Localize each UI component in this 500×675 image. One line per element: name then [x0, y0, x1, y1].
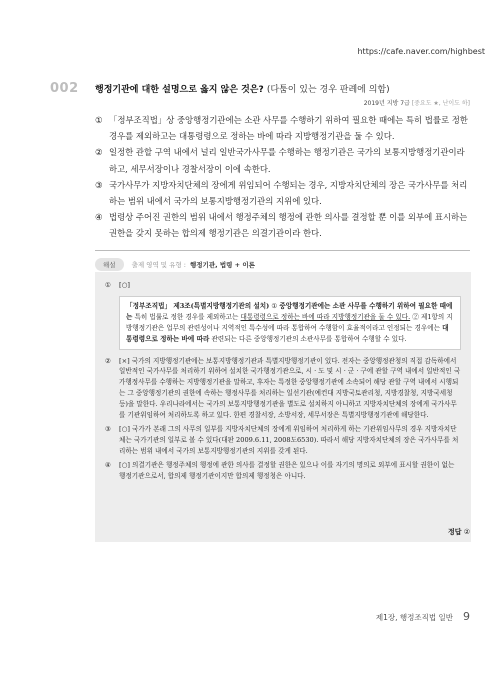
question-text: 행정기관에 대한 설명으로 옳지 않은 것은?: [95, 85, 264, 95]
page-footer: [376, 610, 470, 623]
exam-source: 2019년 지방 7급: [363, 100, 410, 107]
question-title: [95, 82, 475, 95]
law-name: 「정부조직법」 제3조(특별지방행정기관의 설치): [126, 301, 270, 310]
explanation-item-4: [105, 460, 461, 482]
answer-value: ②: [463, 528, 470, 536]
explanation-item-2: [105, 356, 461, 421]
law-plain-3: 관련되는 다른 중앙행정기관의 소관사무를 통합하여 수행할 수 있다.: [211, 334, 407, 343]
answer-label: 정답: [447, 528, 462, 536]
section-divider: [95, 250, 470, 251]
answer: [448, 527, 470, 537]
chapter-title: 제1장, 행정조직법 일반: [375, 613, 453, 622]
explanation-tag: 해설: [95, 258, 124, 271]
law-circle-2: ②: [412, 312, 419, 321]
item-text: [○]: [119, 281, 130, 289]
item-mark: ③: [105, 424, 111, 433]
option-text: 법령상 주어진 권한의 범위 내에서 행정주체의 행정에 관한 의사를 결정할 뿐 이를 외부에 표시하는 권한을 갖지 못하는 합의제 행정기관은 의결기관이라 한다.: [109, 212, 468, 239]
item-text: [×] 국가의 지방행정기관에는 보통지방행정기관과 특별지방행정기관이 있다. 전자는 중앙행정관청의 직접 감독하에서 일반적인 국가사무를 처리하기 위하여 설치한 국가행정기관으로, 시 · 도 및 시 · 군 · 구에 관할 구역 내에서 일반적인 국가행정사무를 수행하는 지방행정기관을 말하고, 후자는 특정한 중앙행정기관에 소속되어 해당 관할 구역 내에서 시행되는 그 중앙행정기관의 권한에 속하는 행정사무를 처리하는 일선기관(예컨대 지방국토관리청, 지방경찰청, 지방국세청 등)을 말한다. 우리나라에서는 국가의 보통지방행정기관을 별도로 설치하지 아니하고 지방자치단체의 장에게 국가사무를 기관위임하여 처리하도록 하고 있다. 한편 경찰서장, 소방서장, 세무서장은 특별지방행정기관에 해당한다.: [119, 356, 461, 420]
question-condition: (다툼이 있는 경우 판례에 의함): [266, 85, 390, 95]
law-bold-text: 중앙행정기관에는 소관 사무를 수행하기 위하여 필요한 때에는: [126, 301, 453, 321]
option-text: 국가사무가 지방자치단체의 장에게 위임되어 수행되는 경우, 지방자치단체의 장은 국가사무를 처리하는 범위 내에서 국가의 보통지방행정기관의 지위에 있다.: [109, 179, 468, 207]
law-excerpt-box: [119, 296, 461, 350]
option-2[interactable]: [95, 144, 470, 176]
law-bold-2: 대통령령으로 정하는 바에 따라: [126, 323, 449, 343]
option-4[interactable]: [95, 209, 470, 241]
difficulty-meta: [중요도 ★, 난이도 하]: [411, 100, 470, 107]
option-text: 일정한 관할 구역 내에서 널리 일반국가사무를 수행하는 행정기관은 국가의 보통지방행정기관이라 하고, 세무서장이나 경찰서장이 이에 속한다.: [109, 147, 465, 174]
explanation-item-1: [105, 280, 461, 291]
item-mark: ①: [105, 281, 111, 289]
item-mark: ②: [105, 356, 111, 365]
explanation-header: [95, 258, 255, 271]
item-text: [○] 의결기관은 행정주체의 행정에 관한 의사를 결정할 권한은 있으나 이를 자기의 명의로 외부에 표시할 권한이 없는 행정기관으로서, 합의제 행정기관이지만 합의제 행정청은 아니다.: [119, 460, 455, 480]
explanation-box: [95, 272, 471, 542]
option-1[interactable]: [95, 112, 470, 144]
option-text: 「정부조직법」상 중앙행정기관에는 소관 사무를 수행하기 위하여 필요한 때에는 특히 법률로 정한 경우를 제외하고는 대통령령으로 정하는 바에 따라 지방행정기관을 둘 수 있다.: [109, 115, 468, 142]
law-circle-1: ①: [271, 301, 278, 310]
item-mark: ④: [105, 460, 111, 469]
option-3[interactable]: [95, 177, 470, 209]
question-source: [364, 98, 470, 107]
source-url: https://cafe.naver.com/highbest: [357, 47, 485, 56]
explanation-topic: 행정기관, 법령 + 이론: [189, 261, 255, 269]
option-mark: ③: [95, 179, 103, 190]
option-mark: ④: [95, 212, 103, 223]
item-text: [○] 국가가 본래 그의 사무의 일부를 지방자치단체의 장에게 위임하여 처리하게 하는 기관위임사무의 경우 지방자치단체는 국가기관의 일부로 볼 수 있다(대판 2009.6.11, 2008도6530). 따라서 해당 지방자치단체의 장은 국가사무를 처리하는 범위 내에서 국가의 보통지방행정기관의 지위를 갖게 된다.: [119, 424, 459, 455]
answer-options: [95, 112, 470, 242]
explanation-item-3: [105, 424, 461, 457]
explanation-category-label: 출제 영역 및 유형 :: [131, 261, 186, 269]
option-mark: ①: [95, 115, 103, 125]
law-plain-1: 특히 법률로 정한 경우를 제외하고는: [134, 312, 239, 321]
page-number: 9: [463, 610, 470, 623]
law-plain-2: 제1항의 지방행정기관은 업무의 관련성이나 지역적인 특수성에 따라 통합하여 수행함이 효율적이라고 인정되는 경우에는: [126, 312, 453, 332]
question-number: 002: [50, 81, 79, 96]
law-underlined: 대통령령으로 정하는 바에 따라 지방행정기관을 둘 수 있다.: [240, 312, 411, 321]
option-mark: ②: [95, 147, 103, 158]
